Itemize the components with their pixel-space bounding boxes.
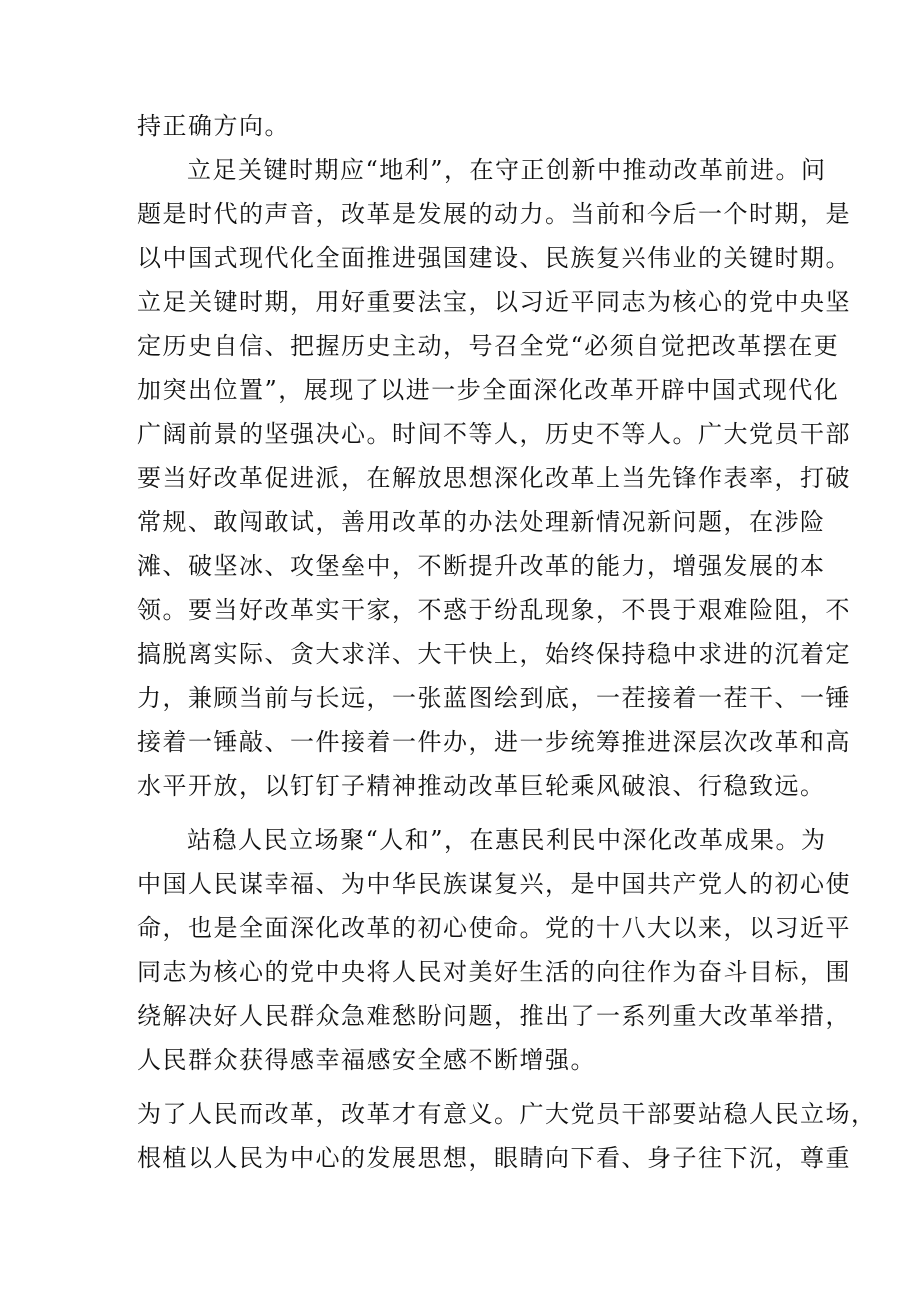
paragraph-start-line: 为了人民而改革，改革才有意义。广大党员干部要站稳人民立场， — [137, 1100, 877, 1128]
text-line: 广阔前景的坚强决心。时间不等人，历史不等人。广大党员干部 — [137, 420, 851, 448]
text-line: 力，兼顾当前与长远，一张蓝图绘到底，一茬接着一茬干、一锤 — [137, 684, 851, 712]
text-line: 接着一锤敲、一件接着一件办，进一步统筹推进深层次改革和高 — [137, 728, 851, 756]
text-line: 中国人民谋幸福、为中华民族谋复兴，是中国共产党人的初心使 — [137, 870, 851, 898]
text-line: 命，也是全面深化改革的初心使命。党的十八大以来，以习近平 — [137, 914, 851, 942]
text-line: 同志为核心的党中央将人民对美好生活的向往作为奋斗目标，围 — [137, 958, 851, 986]
paragraph-start-line: 立足关键时期应“地利”，在守正创新中推动改革前进。问 — [187, 156, 827, 184]
text-line: 加突出位置”，展现了以进一步全面深化改革开辟中国式现代化 — [137, 376, 840, 404]
text-line: 滩、破坚冰、攻堡垒中，不断提升改革的能力，增强发展的本 — [137, 552, 826, 580]
text-line: 领。要当好改革实干家，不惑于纷乱现象，不畏于艰难险阻，不 — [137, 596, 851, 624]
paragraph-start-line: 站稳人民立场聚“人和”，在惠民利民中深化改革成果。为 — [187, 826, 827, 854]
text-line: 绕解决好人民群众急难愁盼问题，推出了一系列重大改革举措， — [137, 1002, 851, 1030]
text-line: 要当好改革促进派，在解放思想深化改革上当先锋作表率，打破 — [137, 464, 851, 492]
text-line: 根植以人民为中心的发展思想，眼睛向下看、身子往下沉，尊重 — [137, 1144, 851, 1172]
text-line: 题是时代的声音，改革是发展的动力。当前和今后一个时期，是 — [137, 200, 851, 228]
text-line: 持正确方向。 — [137, 112, 290, 140]
text-line: 以中国式现代化全面推进强国建设、民族复兴伟业的关键时期。 — [137, 244, 851, 272]
text-line: 立足关键时期，用好重要法宝，以习近平同志为核心的党中央坚 — [137, 288, 851, 316]
text-line: 人民群众获得感幸福感安全感不断增强。 — [137, 1046, 596, 1074]
text-line: 搞脱离实际、贪大求洋、大干快上，始终保持稳中求进的沉着定 — [137, 640, 851, 668]
text-line: 常规、敢闯敢试，善用改革的办法处理新情况新问题，在涉险 — [137, 508, 826, 536]
text-line: 水平开放，以钉钉子精神推动改革巨轮乘风破浪、行稳致远。 — [137, 772, 826, 800]
text-line: 定历史自信、把握历史主动，号召全党“必须自觉把改革摆在更 — [137, 332, 840, 360]
